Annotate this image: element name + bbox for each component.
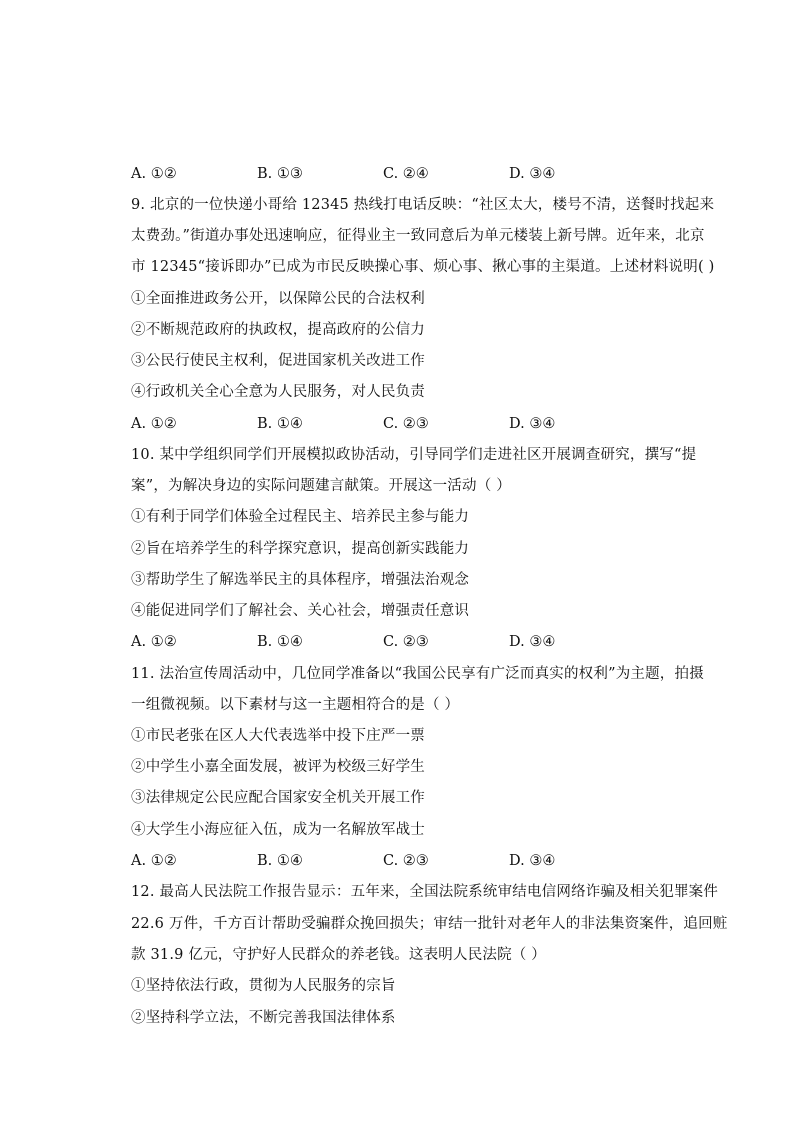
q10-option-b[interactable]: B. ①④ [257,634,303,650]
q11-options [131,851,691,871]
q10-option-c[interactable]: C. ②③ [383,634,429,650]
q9-item-2: ②不断规范政府的执政权，提高政府的公信力 [131,322,425,338]
q9-stem-line-3: 市 12345“接诉即办”已成为市民反映操心事、烦心事、揪心事的主渠道。上述材料说明( ) [131,259,715,275]
q11-stem-line-2: 一组微视频。以下素材与这一主题相符合的是（ ） [131,697,460,713]
q10-option-d[interactable]: D. ③④ [509,634,556,650]
q11-stem-line-1: 11. 法治宣传周活动中，几位同学准备以“我国公民享有广泛而真实的权利”为主题，拍摄 [131,666,704,682]
q9-stem-line-1: 9. 北京的一位快递小哥给 12345 热线打电话反映：“社区太大，楼号不清，送餐时找起来 [131,197,715,213]
q11-option-b[interactable]: B. ①④ [257,853,303,869]
q11-item-1: ①市民老张在区人大代表选举中投下庄严一票 [131,728,425,744]
q9-options [131,414,691,434]
q9-stem-line-2: 太费劲。”街道办事处迅速响应，征得业主一致同意后为单元楼装上新号牌。近年来，北京 [131,228,705,244]
q10-item-2: ②旨在培养学生的科学探究意识，提高创新实践能力 [131,541,470,557]
q10-item-4: ④能促进同学们了解社会、关心社会，增强责任意识 [131,603,470,619]
q9-item-1: ①全面推进政务公开，以保障公民的合法权利 [131,291,425,307]
q8-option-b[interactable]: B. ①③ [257,166,303,182]
q8-option-c[interactable]: C. ②④ [383,166,429,182]
q9-item-3: ③公民行使民主权利，促进国家机关改进工作 [131,353,425,369]
q11-item-2: ②中学生小嘉全面发展，被评为校级三好学生 [131,759,425,775]
q12-item-1: ①坚持依法行政，贯彻为人民服务的宗旨 [131,978,396,994]
q9-option-d[interactable]: D. ③④ [509,416,556,432]
q11-item-4: ④大学生小海应征入伍，成为一名解放军战士 [131,822,425,838]
q11-item-3: ③法律规定公民应配合国家安全机关开展工作 [131,790,425,806]
q9-item-4: ④行政机关全心全意为人民服务，对人民负责 [131,384,425,400]
q9-option-a[interactable]: A. ①② [131,416,177,432]
q12-stem-line-3: 款 31.9 亿元，守护好人民群众的养老钱。这表明人民法院（ ） [131,947,547,963]
q10-options [131,632,691,652]
q12-item-2: ②坚持科学立法，不断完善我国法律体系 [131,1010,396,1026]
q10-item-3: ③帮助学生了解选举民主的具体程序，增强法治观念 [131,572,470,588]
q10-stem-line-1: 10. 某中学组织同学们开展模拟政协活动，引导同学们走进社区开展调查研究，撰写“提 [131,447,697,463]
q12-stem-line-1: 12. 最高人民法院工作报告显示：五年来，全国法院系统审结电信网络诈骗及相关犯罪案件 [131,884,719,900]
q9-option-c[interactable]: C. ②③ [383,416,429,432]
q10-option-a[interactable]: A. ①② [131,634,177,650]
q10-item-1: ①有利于同学们体验全过程民主、培养民主参与能力 [131,509,470,525]
q10-stem-line-2: 案”，为解决身边的实际问题建言献策。开展这一活动（ ） [131,478,511,494]
q11-option-a[interactable]: A. ①② [131,853,177,869]
q9-option-b[interactable]: B. ①④ [257,416,303,432]
q8-option-d[interactable]: D. ③④ [509,166,556,182]
q11-option-d[interactable]: D. ③④ [509,853,556,869]
q12-stem-line-2: 22.6 万件，千方百计帮助受骗群众挽回损失；审结一批针对老年人的非法集资案件，追回赃 [131,916,728,932]
q8-option-a[interactable]: A. ①② [131,166,177,182]
q11-option-c[interactable]: C. ②③ [383,853,429,869]
q8-options [131,164,691,184]
